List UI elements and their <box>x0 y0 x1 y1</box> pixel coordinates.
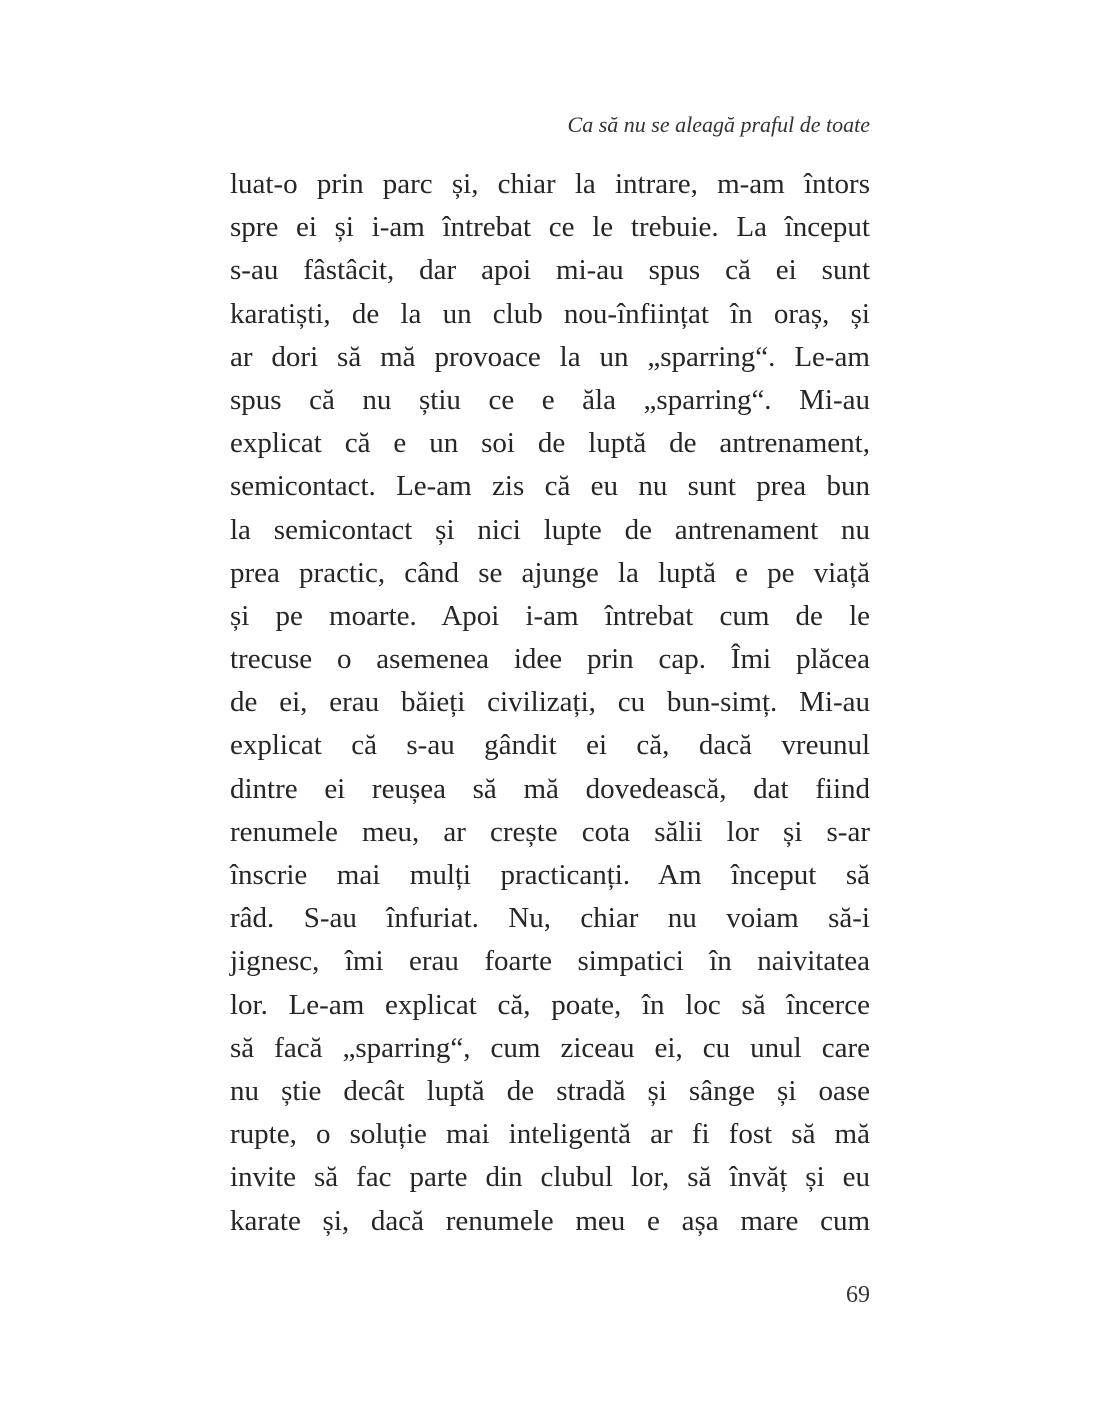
text-line-content: și pe moarte. Apoi i-am întrebat cum de le <box>230 599 870 632</box>
text-line-content: râd. S-au înfuriat. Nu, chiar nu voiam să-i <box>230 902 870 935</box>
text-line-content: rupte, o soluție mai inteligentă ar fi fost să mă <box>230 1118 870 1151</box>
text-line <box>230 595 870 638</box>
text-line <box>230 854 870 897</box>
text-line-content: renumele meu, ar crește cota sălii lor și s-ar <box>230 815 870 848</box>
text-line <box>230 336 870 379</box>
text-line <box>230 984 870 1027</box>
text-line-content: dintre ei reușea să mă dovedească, dat fiind <box>230 772 870 805</box>
text-line-content: explicat că s-au gândit ei că, dacă vreunul <box>230 729 870 762</box>
text-line-content: la semicontact și nici lupte de antrenament nu <box>230 513 870 546</box>
text-line <box>230 163 870 206</box>
text-line-content: de ei, erau băieți civilizați, cu bun-simț. Mi-au <box>230 686 870 719</box>
text-line-content: lor. Le-am explicat că, poate, în loc să încerce <box>230 988 870 1021</box>
text-line-content: spre ei și i-am întrebat ce le trebuie. La început <box>230 211 870 244</box>
text-line <box>230 422 870 465</box>
text-line <box>230 940 870 983</box>
text-line-content: karate și, dacă renumele meu e așa mare cum <box>230 1204 870 1237</box>
text-line-content: trecuse o asemenea idee prin cap. Îmi plăcea <box>230 643 870 676</box>
text-line-content: spus că nu știu ce e ăla „sparring“. Mi-au <box>230 383 870 416</box>
text-line <box>230 1113 870 1156</box>
text-line <box>230 1070 870 1113</box>
text-line <box>230 638 870 681</box>
text-line-content: să facă „sparring“, cum ziceau ei, cu unul care <box>230 1031 870 1064</box>
text-line-content: prea practic, când se ajunge la luptă e pe viață <box>230 556 870 589</box>
text-line-content: s-au fâstâcit, dar apoi mi-au spus că ei sunt <box>230 254 870 287</box>
text-line <box>230 681 870 724</box>
text-line <box>230 1200 870 1243</box>
text-line <box>230 206 870 249</box>
text-line-content: explicat că e un soi de luptă de antrenament, <box>230 427 870 460</box>
text-line <box>230 768 870 811</box>
text-line-content: nu știe decât luptă de stradă și sânge și oase <box>230 1074 870 1107</box>
text-line <box>230 249 870 292</box>
text-line-content: karatiști, de la un club nou-înființat în oraș, și <box>230 297 870 330</box>
text-line <box>230 1027 870 1070</box>
text-line <box>230 1156 870 1199</box>
text-line-content: înscrie mai mulți practicanți. Am început să <box>230 859 870 891</box>
text-line <box>230 379 870 422</box>
page-number: 69 <box>846 1282 870 1308</box>
text-line-content: ar dori să mă provoace la un „sparring“. Le-am <box>230 340 870 373</box>
text-line <box>230 509 870 552</box>
text-line <box>230 552 870 595</box>
text-line-content: semicontact. Le-am zis că eu nu sunt prea bun <box>230 470 870 503</box>
text-line <box>230 897 870 940</box>
body-text <box>230 163 870 1243</box>
text-line <box>230 465 870 508</box>
running-head: Ca să nu se aleagă praful de toate <box>567 112 870 137</box>
text-line <box>230 811 870 854</box>
text-line-content: luat-o prin parc și, chiar la intrare, m-am întors <box>230 168 870 200</box>
text-line <box>230 724 870 767</box>
text-line <box>230 293 870 336</box>
text-line-content: invite să fac parte din clubul lor, să învăț și eu <box>230 1161 870 1194</box>
text-line-content: jignesc, îmi erau foarte simpatici în naivitatea <box>230 945 870 978</box>
